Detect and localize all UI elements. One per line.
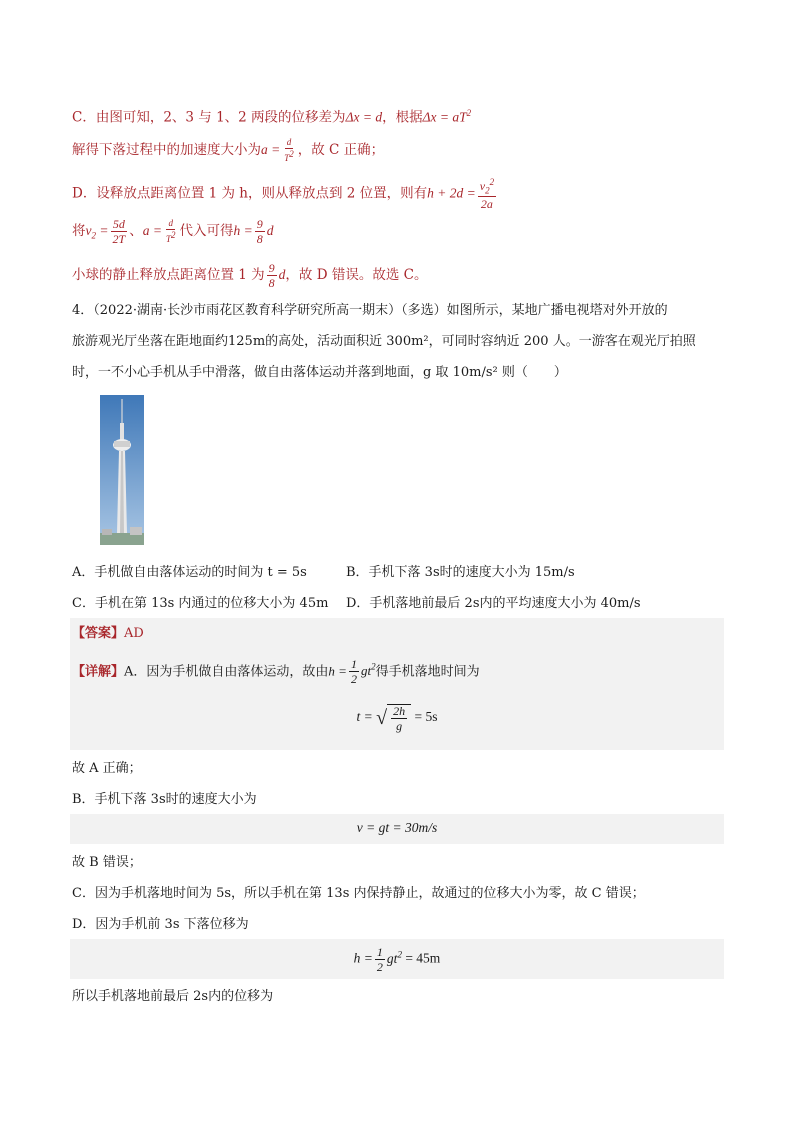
- part-c-result: 解得下落过程中的加速度大小为a = $\frac{d}{T^2}$ ，故 C 正确；: [72, 137, 385, 163]
- option-a: A．手机做自由落体运动的时间为 t = 5s: [72, 565, 307, 580]
- detail-c-text: C．因为手机落地时间为 5s，所以手机在第 13s 内保持静止，故通过的位移大小为零，故 C 错误；: [72, 886, 645, 901]
- detail-b-conclusion: 故 B 错误；: [72, 855, 142, 870]
- part-d-sub-suffix: 代入可得: [179, 223, 234, 239]
- detail-d-result: = 45m: [405, 950, 441, 966]
- answer-label: 【答案】: [72, 626, 125, 641]
- detail-d-last: 所以手机落地前最后 2s内的位移为: [72, 989, 274, 1004]
- option-d: D．手机落地前最后 2s内的平均速度大小为 40m/s: [346, 596, 641, 611]
- part-d-conclusion-suffix: ，故 D 错误。故选 C。: [285, 267, 428, 283]
- question-4-line-2: 旅游观光厅坐落在距地面约125m的高处，活动面积近 300m²，可同时容纳近 200 人。一游客在观光厅拍照: [72, 334, 696, 349]
- part-d-sub-prefix: 将: [72, 223, 86, 239]
- option-c: C．手机在第 13s 内通过的位移大小为 45m: [72, 596, 329, 611]
- detail-label: 【详解】: [72, 664, 125, 680]
- part-c-line: C．由图可知，2、3 与 1、2 两段的位移差为Δx = d，根据$\Delta x = aT^2$: [72, 108, 472, 126]
- part-d-conclusion-prefix: 小球的静止释放点距离位置 1 为: [72, 267, 265, 283]
- part-d-substitute: 将$v_2$ = $\frac{5d}{2T}$ 、a = $\frac{d}{T^2}$ 代入可得h = $\frac{9}{8}$ d: [72, 217, 274, 246]
- detail-d-text: D．因为手机前 3s 下落位移为: [72, 917, 249, 932]
- detail-a-conclusion: 故 A 正确；: [72, 761, 142, 776]
- part-c-result-prefix: 解得下落过程中的加速度大小为: [72, 142, 261, 158]
- part-c-mid: ，根据: [382, 109, 423, 126]
- detail-b-text: B．手机下落 3s时的速度大小为: [72, 792, 257, 807]
- velocity-fraction: $\frac{v_2^2}{2a}$: [479, 177, 495, 212]
- part-c-eq1: Δx = d: [345, 109, 383, 125]
- accel-fraction: $\frac{d}{T^2}$: [284, 137, 294, 163]
- detail-a-prefix: A．因为手机做自由落体运动，故由: [124, 664, 329, 680]
- detail-d-equation: h = $\frac{1}{2}$ $gt^2 = 45m$: [353, 945, 441, 974]
- tv-tower-icon: [100, 395, 144, 545]
- part-d-sub-mid: 、: [129, 223, 143, 239]
- detail-b-equation: v = gt = 30m/s: [356, 820, 438, 835]
- answer-band: [70, 618, 724, 648]
- answer-value: AD: [124, 626, 144, 641]
- part-d-prefix: D．设释放点距离位置 1 为 h，则从释放点到 2 位置，则有: [72, 185, 428, 202]
- part-c-prefix: C．由图可知，2、3 与 1、2 两段的位移差为: [72, 109, 346, 126]
- detail-a-result: = 5s: [414, 709, 438, 725]
- option-b: B．手机下落 3s时的速度大小为 15m/s: [346, 565, 575, 580]
- detail-a-suffix: 得手机落地时间为: [375, 664, 480, 680]
- question-4-line-1: 4．（2022·湖南·长沙市雨花区教育科学研究所高一期末）（多选）如图所示，某地广播电视塔对外开放的: [72, 303, 668, 318]
- detail-a-equation: t = √ $\frac{2h}{g}$ = 5s: [356, 704, 438, 733]
- tv-tower-image: [100, 395, 144, 545]
- answer-line: [72, 624, 144, 644]
- detail-a-line: 【详解】A．因为手机做自由落体运动，故由h = $\frac{1}{2}$ $gt^2$得手机落地时间为: [72, 657, 480, 687]
- part-c-eq2: Δx = aT: [422, 109, 467, 125]
- part-d-line: D．设释放点距离位置 1 为 h，则从释放点到 2 位置，则有h + 2d = $\frac{v_2^2}{2a}$: [72, 177, 495, 212]
- part-c-result-suffix: ，故 C 正确；: [297, 142, 385, 158]
- question-4-line-3: 时，一不小心手机从手中滑落，做自由落体运动并落到地面，g 取 10m/s² 则（ ）: [72, 365, 567, 380]
- part-d-conclusion: 小球的静止释放点距离位置 1 为 $\frac{9}{8}$ d，故 D 错误。故选 C。: [72, 261, 428, 290]
